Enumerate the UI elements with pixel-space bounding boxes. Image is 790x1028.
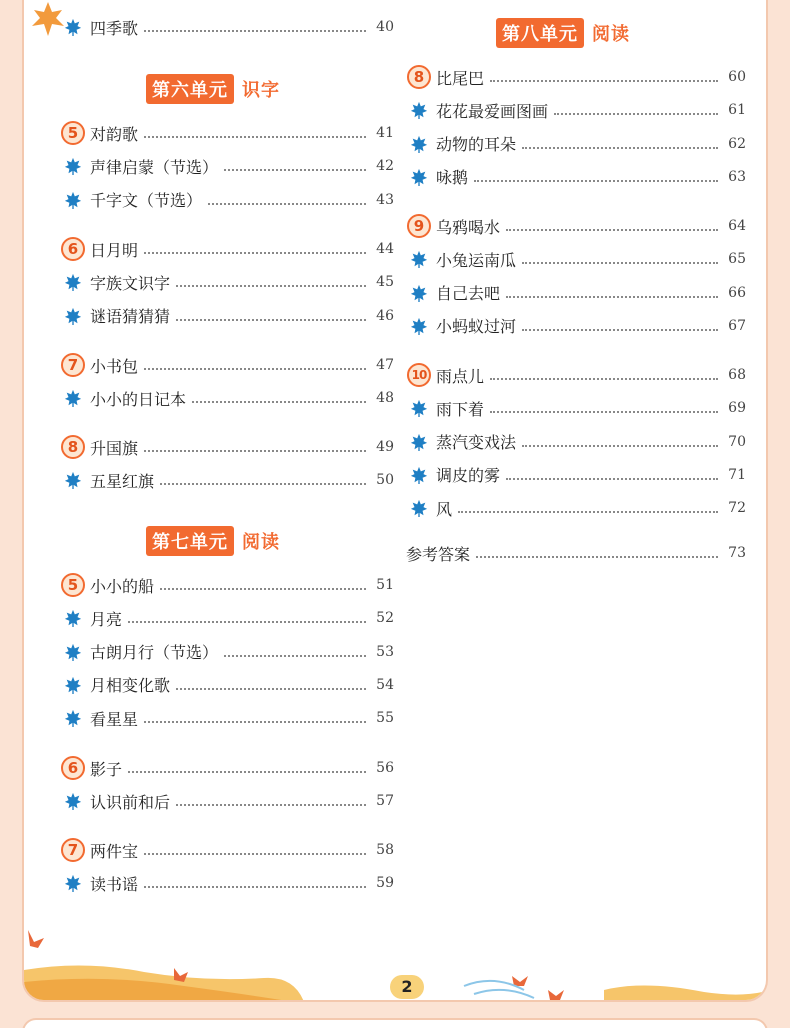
dot-leader bbox=[144, 368, 366, 370]
dot-leader bbox=[176, 285, 366, 287]
entry-title: 蒸汽变戏法 bbox=[436, 433, 517, 453]
entry-page-number: 42 bbox=[376, 158, 394, 175]
toc-entry[interactable] bbox=[406, 164, 746, 190]
toc-entry[interactable] bbox=[60, 639, 394, 665]
entry-page-number: 65 bbox=[728, 251, 746, 268]
dot-leader bbox=[506, 229, 718, 231]
toc-entry[interactable] bbox=[60, 672, 394, 698]
maple-leaf-icon bbox=[406, 395, 432, 421]
toc-entry[interactable] bbox=[60, 120, 394, 146]
entry-title: 月亮 bbox=[90, 609, 123, 629]
entry-page-number: 62 bbox=[728, 135, 746, 152]
maple-leaf-icon bbox=[60, 187, 86, 213]
maple-leaf-icon bbox=[406, 495, 432, 521]
entry-title: 小小的船 bbox=[90, 576, 155, 596]
dot-leader bbox=[176, 319, 366, 321]
lesson-number: 9 bbox=[407, 214, 431, 238]
toc-entry[interactable] bbox=[406, 246, 746, 272]
lesson-number: 5 bbox=[61, 573, 85, 597]
dot-leader bbox=[458, 511, 718, 513]
toc-entry[interactable] bbox=[406, 429, 746, 455]
lesson-number-badge bbox=[60, 755, 86, 781]
dot-leader bbox=[144, 853, 366, 855]
entry-title: 花花最爱画图画 bbox=[436, 101, 549, 121]
entry-page-number: 60 bbox=[728, 69, 746, 85]
dot-leader bbox=[144, 721, 366, 723]
dot-leader bbox=[224, 655, 366, 657]
dot-leader bbox=[474, 180, 718, 182]
dot-leader bbox=[144, 252, 366, 254]
lesson-number-badge bbox=[60, 837, 86, 863]
dot-leader bbox=[554, 113, 718, 115]
toc-entry[interactable] bbox=[60, 269, 394, 295]
toc-entry[interactable] bbox=[406, 131, 746, 157]
dot-leader bbox=[144, 136, 366, 138]
dot-leader bbox=[224, 169, 366, 171]
entry-title: 五星红旗 bbox=[90, 471, 155, 491]
entry-title: 参考答案 bbox=[406, 544, 471, 564]
entry-page-number: 56 bbox=[376, 760, 394, 776]
toc-entry[interactable] bbox=[60, 705, 394, 731]
dot-leader bbox=[144, 886, 366, 888]
entry-page-number: 72 bbox=[728, 500, 746, 517]
entry-page-number: 59 bbox=[376, 875, 394, 892]
entry-page-number: 52 bbox=[376, 610, 394, 627]
toc-entry[interactable] bbox=[60, 153, 394, 179]
toc-entry[interactable] bbox=[60, 755, 394, 781]
maple-leaf-icon bbox=[60, 385, 86, 411]
entry-title: 两件宝 bbox=[90, 841, 139, 861]
maple-leaf-icon bbox=[60, 153, 86, 179]
toc-entry[interactable] bbox=[406, 280, 746, 306]
lesson-number-badge bbox=[60, 572, 86, 598]
maple-leaf-icon bbox=[60, 870, 86, 896]
maple-leaf-icon bbox=[406, 280, 432, 306]
lesson-number: 7 bbox=[61, 353, 85, 377]
toc-entry[interactable] bbox=[406, 64, 746, 90]
entry-page-number: 50 bbox=[376, 472, 394, 489]
toc-entry[interactable] bbox=[60, 788, 394, 814]
entry-page-number: 70 bbox=[728, 433, 746, 450]
dot-leader bbox=[144, 450, 366, 452]
answer-key-entry[interactable] bbox=[406, 540, 746, 566]
entry-page-number: 68 bbox=[728, 367, 746, 383]
lesson-number: 6 bbox=[61, 237, 85, 261]
lesson-number-badge bbox=[60, 434, 86, 460]
unit-type: 阅读 bbox=[242, 532, 280, 553]
entry-page-number: 41 bbox=[376, 125, 394, 141]
dot-leader bbox=[522, 329, 718, 331]
toc-entry[interactable] bbox=[60, 605, 394, 631]
unit-title: 第七单元 bbox=[146, 526, 234, 556]
toc-entry[interactable] bbox=[60, 837, 394, 863]
entry-title: 雨下着 bbox=[436, 399, 485, 419]
lesson-number: 8 bbox=[407, 65, 431, 89]
toc-entry[interactable] bbox=[406, 395, 746, 421]
entry-page-number: 67 bbox=[728, 317, 746, 334]
entry-title: 小小的日记本 bbox=[90, 389, 187, 409]
unit-type: 阅读 bbox=[592, 24, 630, 45]
maple-leaf-icon bbox=[60, 705, 86, 731]
maple-leaf-icon bbox=[406, 246, 432, 272]
entry-title: 风 bbox=[436, 499, 453, 519]
lesson-number: 6 bbox=[61, 756, 85, 780]
toc-entry[interactable] bbox=[60, 572, 394, 598]
entry-page-number: 53 bbox=[376, 643, 394, 660]
dot-leader bbox=[476, 556, 718, 558]
toc-entry[interactable] bbox=[60, 303, 394, 329]
maple-leaf-icon bbox=[60, 269, 86, 295]
maple-leaf-icon bbox=[60, 467, 86, 493]
entry-title: 小兔运南瓜 bbox=[436, 250, 517, 270]
unit-heading bbox=[146, 74, 280, 104]
toc-entry[interactable] bbox=[60, 14, 394, 40]
entry-title: 看星星 bbox=[90, 709, 139, 729]
entry-page-number: 44 bbox=[376, 241, 394, 257]
toc-entry[interactable] bbox=[60, 870, 394, 896]
entry-page-number: 46 bbox=[376, 307, 394, 324]
entry-title: 自己去吧 bbox=[436, 284, 501, 304]
dot-leader bbox=[176, 804, 366, 806]
toc-entry[interactable] bbox=[406, 313, 746, 339]
entry-title: 咏鹅 bbox=[436, 168, 469, 188]
dot-leader bbox=[128, 771, 366, 773]
dot-leader bbox=[522, 147, 718, 149]
entry-title: 认识前和后 bbox=[90, 792, 171, 812]
maple-leaf-icon bbox=[60, 14, 86, 40]
dot-leader bbox=[192, 401, 366, 403]
maple-leaf-icon bbox=[60, 639, 86, 665]
lesson-number-badge bbox=[406, 362, 432, 388]
lesson-number-badge bbox=[406, 213, 432, 239]
entry-page-number: 55 bbox=[376, 710, 394, 727]
entry-page-number: 57 bbox=[376, 793, 394, 810]
toc-entry[interactable] bbox=[60, 385, 394, 411]
entry-page-number: 54 bbox=[376, 676, 394, 693]
maple-leaf-icon bbox=[60, 672, 86, 698]
entry-page-number: 71 bbox=[728, 466, 746, 483]
dot-leader bbox=[144, 30, 366, 32]
entry-page-number: 49 bbox=[376, 439, 394, 455]
lesson-number: 8 bbox=[61, 435, 85, 459]
entry-page-number: 40 bbox=[376, 19, 394, 35]
dot-leader bbox=[506, 296, 718, 298]
toc-entry[interactable] bbox=[60, 187, 394, 213]
entry-title: 调皮的雾 bbox=[436, 466, 501, 486]
unit-title: 第六单元 bbox=[146, 74, 234, 104]
lesson-number: 7 bbox=[61, 838, 85, 862]
maple-leaf-icon bbox=[406, 462, 432, 488]
entry-page-number: 51 bbox=[376, 577, 394, 593]
dot-leader bbox=[490, 378, 718, 380]
entry-title: 古朗月行（节选） bbox=[90, 643, 219, 663]
entry-title: 小蚂蚁过河 bbox=[436, 317, 517, 337]
entry-title: 日月明 bbox=[90, 240, 139, 260]
entry-title: 比尾巴 bbox=[436, 68, 485, 88]
lesson-number: 5 bbox=[61, 121, 85, 145]
entry-page-number: 58 bbox=[376, 842, 394, 858]
maple-leaf-icon bbox=[406, 97, 432, 123]
entry-title: 升国旗 bbox=[90, 438, 139, 458]
entry-title: 乌鸦喝水 bbox=[436, 217, 501, 237]
page-number: 2 bbox=[390, 975, 424, 999]
entry-title: 小书包 bbox=[90, 356, 139, 376]
entry-title: 四季歌 bbox=[90, 18, 139, 38]
toc-entry[interactable] bbox=[60, 352, 394, 378]
lesson-number-badge bbox=[406, 64, 432, 90]
dot-leader bbox=[176, 688, 366, 690]
entry-title: 声律启蒙（节选） bbox=[90, 157, 219, 177]
entry-page-number: 63 bbox=[728, 168, 746, 185]
maple-leaf-icon bbox=[406, 429, 432, 455]
unit-title: 第八单元 bbox=[496, 18, 584, 48]
unit-heading bbox=[146, 526, 280, 556]
maple-leaf-icon bbox=[406, 313, 432, 339]
entry-page-number: 45 bbox=[376, 274, 394, 291]
toc-entry[interactable] bbox=[60, 434, 394, 460]
entry-title: 字族文识字 bbox=[90, 273, 171, 293]
lesson-number: 10 bbox=[407, 363, 431, 387]
unit-heading bbox=[496, 18, 630, 48]
toc-entry[interactable] bbox=[406, 495, 746, 521]
toc-entry[interactable] bbox=[406, 213, 746, 239]
entry-page-number: 43 bbox=[376, 191, 394, 208]
next-page-edge bbox=[22, 1018, 768, 1028]
dot-leader bbox=[490, 80, 718, 82]
unit-type: 识字 bbox=[242, 80, 280, 101]
lesson-number-badge bbox=[60, 120, 86, 146]
entry-title: 雨点儿 bbox=[436, 366, 485, 386]
entry-title: 谜语猜猜猜 bbox=[90, 307, 171, 327]
toc-entry[interactable] bbox=[406, 97, 746, 123]
entry-title: 影子 bbox=[90, 759, 123, 779]
maple-leaf-icon bbox=[60, 788, 86, 814]
toc-entry[interactable] bbox=[60, 467, 394, 493]
dot-leader bbox=[490, 411, 718, 413]
entry-title: 对韵歌 bbox=[90, 124, 139, 144]
dot-leader bbox=[160, 483, 366, 485]
toc-entry[interactable] bbox=[406, 362, 746, 388]
dot-leader bbox=[522, 445, 718, 447]
toc-page bbox=[22, 0, 768, 1002]
entry-page-number: 73 bbox=[728, 545, 746, 561]
dot-leader bbox=[128, 621, 366, 623]
entry-title: 千字文（节选） bbox=[90, 191, 203, 211]
entry-page-number: 48 bbox=[376, 390, 394, 407]
entry-title: 读书谣 bbox=[90, 874, 139, 894]
entry-page-number: 64 bbox=[728, 218, 746, 234]
dot-leader bbox=[160, 588, 366, 590]
maple-leaf-icon bbox=[60, 303, 86, 329]
dot-leader bbox=[506, 478, 718, 480]
entry-page-number: 61 bbox=[728, 102, 746, 119]
dot-leader bbox=[522, 262, 718, 264]
lesson-number-badge bbox=[60, 236, 86, 262]
toc-entry[interactable] bbox=[406, 462, 746, 488]
lesson-number-badge bbox=[60, 352, 86, 378]
maple-leaf-icon bbox=[60, 605, 86, 631]
maple-leaf-icon bbox=[406, 164, 432, 190]
entry-page-number: 66 bbox=[728, 284, 746, 301]
entry-title: 月相变化歌 bbox=[90, 676, 171, 696]
maple-leaf-icon bbox=[406, 131, 432, 157]
entry-page-number: 47 bbox=[376, 357, 394, 373]
entry-title: 动物的耳朵 bbox=[436, 135, 517, 155]
dot-leader bbox=[208, 203, 366, 205]
toc-entry[interactable] bbox=[60, 236, 394, 262]
entry-page-number: 69 bbox=[728, 400, 746, 417]
